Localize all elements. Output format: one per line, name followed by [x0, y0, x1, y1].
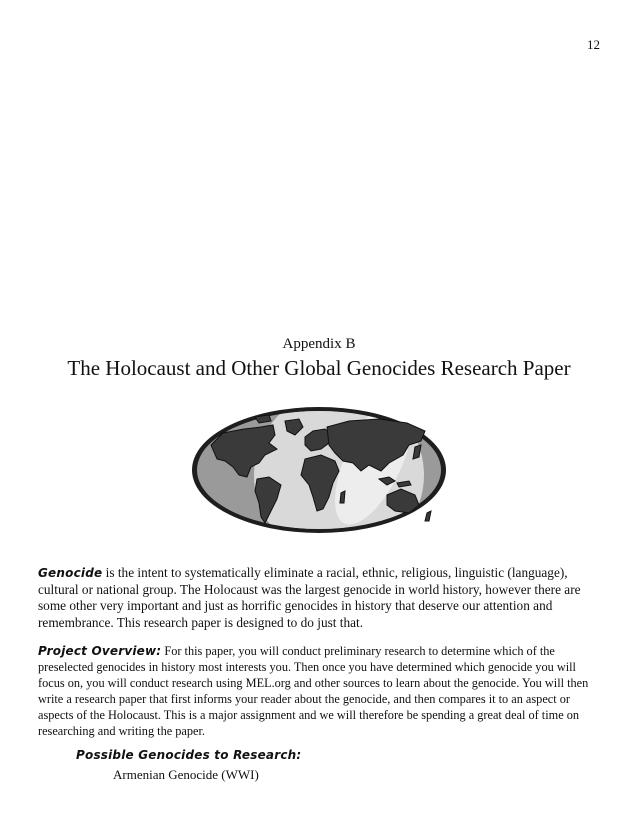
genocide-definition: [38, 565, 604, 631]
appendix-label: Appendix B: [282, 336, 356, 352]
page-number: 12: [587, 37, 600, 52]
list-item: Armenian Genocide (WWI): [113, 767, 259, 782]
genocide-definition-text: is the intent to systematically eliminate a racial, ethnic, religious, linguistic (language), cultural or national group. The Holocaust was the largest genocide in world history, however there are some other very important and just as horrific genocides in history that deserve our attention and remembrance. This research paper is designed to do just that.: [38, 565, 581, 630]
project-overview-text: For this paper, you will conduct preliminary research to determine which of the preselected genocides in history most interests you. Then once you have determined which genocide you will focus on, you will conduct research using MEL.org and other sources to learn about the genocide. You will then write a research paper that first informs your reader about the genocide, and then compares it to an aspect or aspects of the Holocaust. This is a major assignment and we will therefore be spending a great deal of time on researching and writing the paper.: [38, 644, 589, 738]
page-title: The Holocaust and Other Global Genocides Research Paper: [67, 356, 571, 380]
world-globe-icon: [189, 405, 449, 535]
project-overview: [38, 643, 604, 739]
genocide-term: Genocide: [38, 566, 103, 580]
project-overview-heading: Project Overview:: [38, 644, 162, 658]
possible-genocides-heading: Possible Genocides to Research:: [76, 748, 302, 762]
